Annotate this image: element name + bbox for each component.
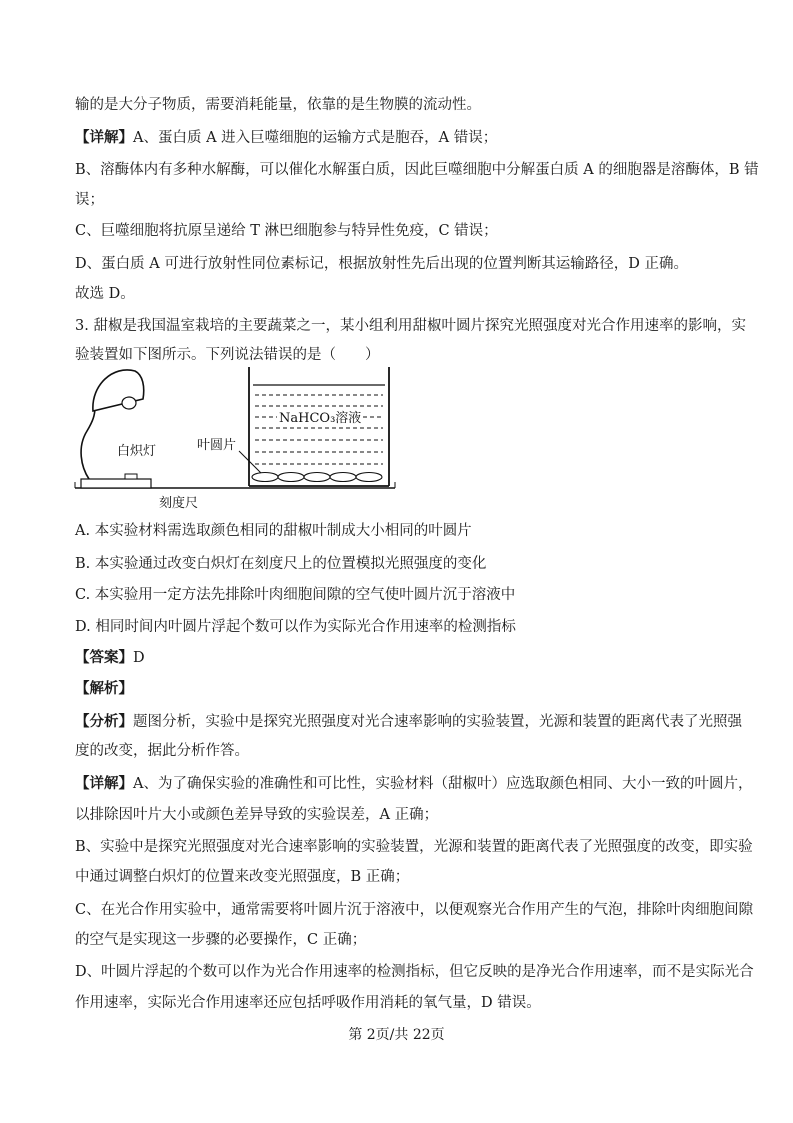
text-line: 【详解】A、为了确保实验的准确性和可比性，实验材料（甜椒叶）应选取颜色相同、大小一致的叶圆片， (75, 776, 753, 792)
solution-label: NaHCO₃溶液 (279, 411, 362, 426)
text-line: 作用速率，实际光合作用速率还应包括呼吸作用消耗的氧气量，D 错误。 (75, 995, 541, 1011)
option-a: A. 本实验材料需选取颜色相同的甜椒叶制成大小相同的叶圆片 (75, 523, 472, 539)
text-line: 【分析】题图分析，实验中是探究光照强度对光合速率影响的实验装置，光源和装置的距离代表了光照强 (75, 714, 742, 730)
page-number: 第 2页/共 22页 (348, 1027, 445, 1043)
experiment-figure (73, 355, 403, 515)
text-line: 误； (75, 192, 104, 208)
text-line: 度的改变，据此分析作答。 (75, 743, 249, 759)
text-line: C、在光合作用实验中，通常需要将叶圆片沉于溶液中，以便观察光合作用产生的气泡，排除叶肉细胞间隙 (75, 902, 754, 918)
answer-line: 【答案】D (75, 650, 145, 666)
question-stem: 验装置如下图所示。下列说法错误的是（ ） (75, 347, 380, 363)
option-c: C. 本实验用一定方法先排除叶肉细胞间隙的空气使叶圆片沉于溶液中 (75, 587, 516, 603)
text-line: 以排除因叶片大小或颜色差异导致的实验误差，A 正确； (75, 807, 439, 823)
experiment-diagram (73, 355, 403, 515)
ruler-label: 刻度尺 (159, 496, 199, 511)
text-line: 输的是大分子物质，需要消耗能量，依靠的是生物膜的流动性。 (75, 97, 481, 113)
text-line: B、溶酶体内有多种水解酶，可以催化水解蛋白质，因此巨噬细胞中分解蛋白质 A 的细胞器是溶酶体，B 错 (75, 162, 759, 178)
lamp-label: 白炽灯 (117, 444, 157, 459)
leaf-label: 叶圆片 (197, 438, 237, 453)
text-line: C、巨噬细胞将抗原呈递给 T 淋巴细胞参与特异性免疫，C 错误； (75, 223, 498, 239)
option-d: D. 相同时间内叶圆片浮起个数可以作为实际光合作用速率的检测指标 (75, 619, 516, 635)
text-line: 中通过调整白炽灯的位置来改变光照强度，B 正确； (75, 869, 410, 885)
text-line: 【详解】A、蛋白质 A 进入巨噬细胞的运输方式是胞吞，A 错误； (75, 130, 498, 146)
option-b: B. 本实验通过改变白炽灯在刻度尺上的位置模拟光照强度的变化 (75, 556, 487, 572)
leaf-discs (252, 473, 382, 482)
analysis-heading: 【解析】 (75, 681, 133, 697)
text-line: D、蛋白质 A 可进行放射性同位素标记，根据放射性先后出现的位置判断其运输路径，D 正确。 (75, 256, 689, 272)
text-line: 的空气是实现这一步骤的必要操作，C 正确； (75, 932, 367, 948)
text-line: 故选 D。 (75, 286, 135, 302)
question-stem: 3. 甜椒是我国温室栽培的主要蔬菜之一，某小组利用甜椒叶圆片探究光照强度对光合作用速率的影响，实 (75, 318, 746, 334)
text-line: D、叶圆片浮起的个数可以作为光合作用速率的检测指标，但它反映的是净光合作用速率，而不是实际光合 (75, 964, 754, 980)
text-line: B、实验中是探究光照强度对光合速率影响的实验装置，光源和装置的距离代表了光照强度的改变，即实验 (75, 839, 753, 855)
